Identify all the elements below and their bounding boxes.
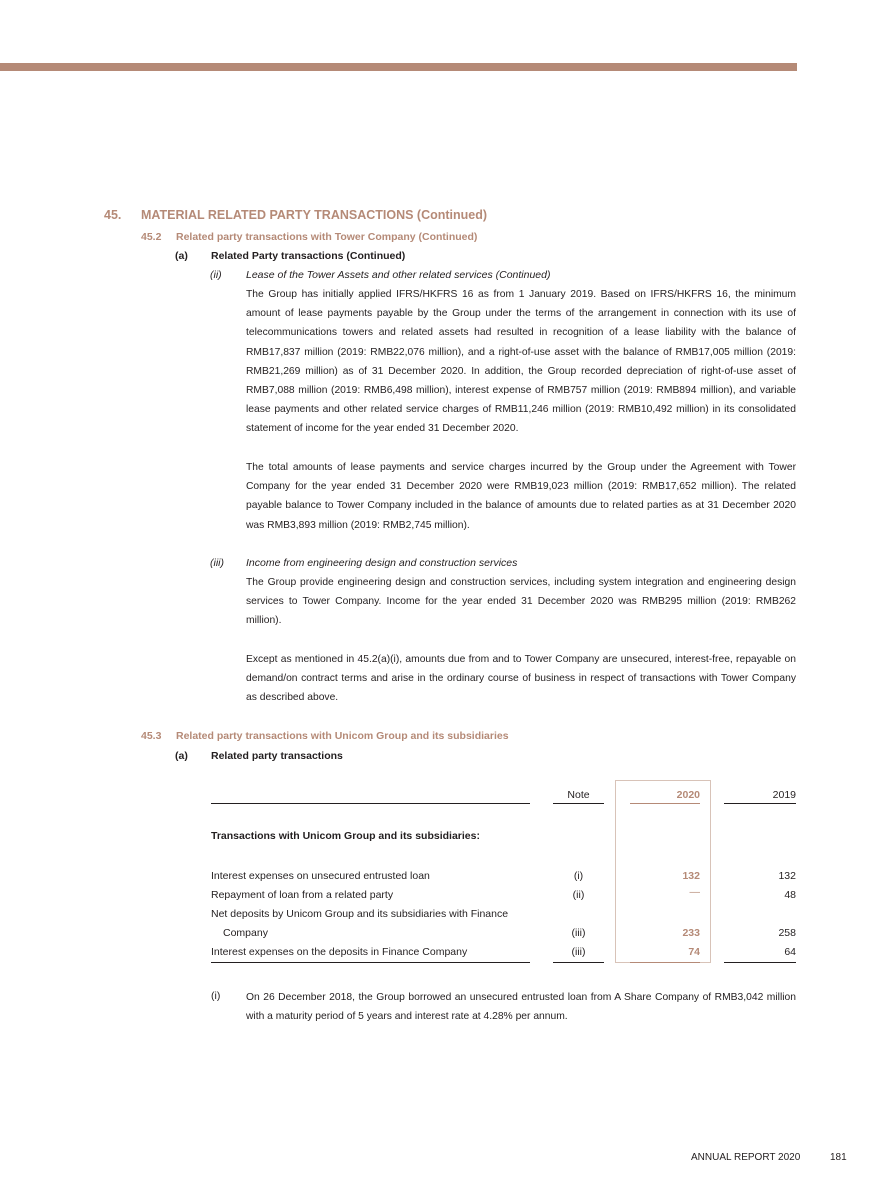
page-number: 181 (830, 1152, 847, 1163)
item-title: Lease of the Tower Assets and other related services (Continued) (246, 269, 551, 281)
footer-rule-2020 (630, 962, 700, 963)
footer-report-title: ANNUAL REPORT 2020 (691, 1152, 801, 1163)
item-ii-paragraph-1: The Group has initially applied IFRS/HKFRS 16 as from 1 January 2019. Based on IFRS/HKFRS 16, the minimum amount of lease payments payable by the Group under the terms of the arrangement in connection with its use of telecommunications towers and related assets had resulted in recognition of a lease liability with the balance of RMB17,837 million (2019: RMB22,076 million), and a right-of-use asset with the balance of RMB17,005 million (2019: RMB21,269 million) as of 31 December 2020. In addition, the Group recorded depreciation of right-of-use asset of RMB7,088 million (2019: RMB6,498 million), interest expense of RMB757 million (2019: RMB894 million), and variable lease payments and other related service charges of RMB11,246 million (2019: RMB10,492 million) in its consolidated statement of income for the year ended 31 December 2020. (246, 289, 796, 435)
row-value-2020: 132 (682, 870, 700, 882)
item-title: Income from engineering design and construction services (246, 557, 518, 569)
header-accent-bar (0, 63, 797, 71)
item-number: (iii) (210, 557, 224, 569)
subsection-title: Related party transactions with Unicom Group and its subsidiaries (176, 730, 509, 742)
subsection-number: 45.3 (141, 730, 162, 742)
row-note: (ii) (572, 889, 585, 901)
item-ii-paragraph-2: The total amounts of lease payments and service charges incurred by the Group under the Agreement with Tower Company for the year ended 31 December 2020 were RMB19,023 million (2019: RMB17,652 million). The related payable balance to Tower Company included in the balance of amounts due to related parties as at 31 December 2020 was RMB3,893 million (2019: RMB2,745 million). (246, 462, 796, 531)
header-rule-2020 (630, 803, 700, 804)
item-number: (ii) (210, 269, 222, 281)
header-2020: 2020 (676, 789, 700, 801)
row-label: Interest expenses on the deposits in Finance Company (211, 946, 468, 958)
footnote-text: On 26 December 2018, the Group borrowed an unsecured entrusted loan from A Share Company of RMB3,042 million with a maturity period of 5 years and interest rate at 4.28% per annum. (246, 992, 796, 1023)
row-value-2020: — (689, 886, 700, 898)
section-title: MATERIAL RELATED PARTY TRANSACTIONS (Continued) (141, 208, 488, 222)
footer-rule-label (211, 962, 530, 963)
header-2019: 2019 (772, 789, 796, 801)
row-value-2019: 132 (778, 870, 796, 882)
subsection-title: Related party transactions with Tower Company (Continued) (176, 231, 478, 243)
header-rule-2019 (724, 803, 796, 804)
row-label: Interest expenses on unsecured entrusted loan (211, 870, 430, 882)
subheading-number: (a) (175, 750, 188, 762)
subheading-title: Related party transactions (211, 750, 343, 762)
row-label-continued: Company (223, 927, 268, 939)
row-label: Net deposits by Unicom Group and its subsidiaries with Finance (211, 908, 509, 920)
row-note: (i) (573, 870, 584, 882)
footer-rule-2019 (724, 962, 796, 963)
row-label: Repayment of loan from a related party (211, 889, 394, 901)
row-value-2020: 74 (688, 946, 700, 958)
header-rule-note (553, 803, 604, 804)
footer-rule-note (553, 962, 604, 963)
row-note: (iii) (571, 946, 586, 958)
row-value-2020: 233 (682, 927, 700, 939)
table-group-heading: Transactions with Unicom Group and its subsidiaries: (211, 830, 480, 842)
row-note: (iii) (571, 927, 586, 939)
item-iii-paragraph-2: Except as mentioned in 45.2(a)(i), amounts due from and to Tower Company are unsecured, interest-free, repayable on demand/on contract terms and arise in the ordinary course of business in respect of transactions with Tower Company as described above. (246, 654, 796, 704)
subheading-title: Related Party transactions (Continued) (211, 250, 406, 262)
row-value-2019: 48 (784, 889, 796, 901)
subsection-number: 45.2 (141, 231, 162, 243)
footnote-number: (i) (211, 990, 221, 1002)
subheading-number: (a) (175, 250, 188, 262)
row-value-2019: 258 (778, 927, 796, 939)
header-note: Note (567, 789, 590, 801)
section-number: 45. (104, 208, 122, 222)
header-rule-label (211, 803, 530, 804)
row-value-2019: 64 (784, 946, 796, 958)
item-iii-paragraph-1: The Group provide engineering design and construction services, including system integration and engineering design services to Tower Company. Income for the year ended 31 December 2020 was RMB295 million (2019: RMB262 million). (246, 577, 796, 627)
